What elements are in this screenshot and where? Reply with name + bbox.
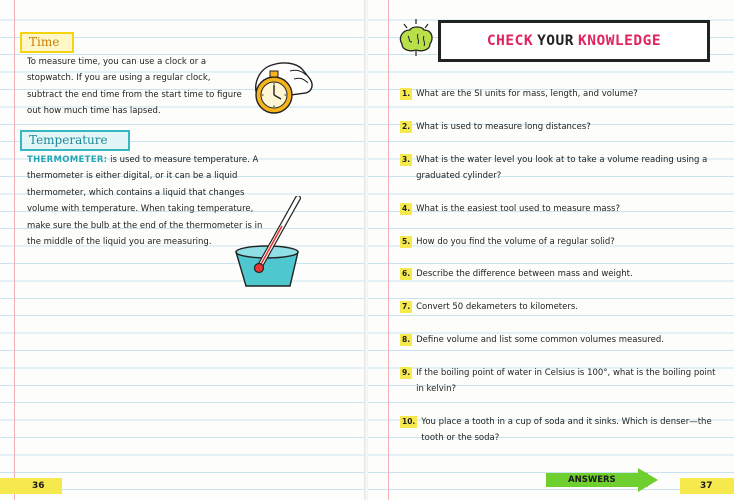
question-item	[400, 266, 720, 282]
left-page	[0, 0, 366, 500]
margin-line	[14, 0, 15, 500]
question-text: What is the water level you look at to take a volume reading using a graduated cylinder?	[416, 154, 708, 181]
question-item	[400, 119, 720, 135]
question-text: Define volume and list some common volumes measured.	[416, 334, 664, 345]
question-number: 10.	[402, 416, 416, 426]
question-text: What is the easiest tool used to measure mass?	[416, 203, 620, 214]
temperature-heading: Temperature	[20, 130, 130, 151]
question-item	[400, 152, 720, 185]
question-item	[400, 299, 720, 315]
question-item	[400, 365, 720, 398]
question-number: 9.	[402, 367, 411, 377]
question-number: 4.	[402, 203, 411, 213]
title-word-check: CHECK	[486, 33, 534, 49]
page-number-right: 37	[680, 478, 734, 494]
question-list	[400, 86, 720, 447]
arrow-right-icon	[638, 468, 658, 492]
question-item	[400, 414, 720, 447]
question-text: What is used to measure long distances?	[416, 121, 591, 132]
question-text: How do you find the volume of a regular solid?	[416, 236, 615, 247]
question-number: 7.	[402, 302, 411, 312]
question-item	[400, 234, 720, 250]
question-text: You place a tooth in a cup of soda and it sinks. Which is denser—the tooth or the soda?	[421, 416, 712, 444]
answers-label: ANSWERS	[546, 473, 648, 487]
question-number: 6.	[402, 269, 411, 279]
question-item	[400, 201, 720, 217]
question-text: Describe the difference between mass and weight.	[416, 269, 633, 280]
thermometer-keyword: THERMOMETER:	[27, 155, 108, 165]
question-number: 3.	[402, 154, 411, 164]
check-your-knowledge-title	[438, 20, 710, 62]
title-word-your: YOUR	[537, 33, 574, 49]
question-number: 5.	[402, 236, 411, 246]
time-paragraph: To measure time, you can use a clock or a stopwatch. If you are using a regular clock, subtract the end time from the start time to figure out how much time has lapsed.	[27, 57, 242, 117]
question-number: 1.	[402, 89, 411, 98]
stopwatch-icon	[250, 57, 322, 125]
question-item	[400, 332, 720, 348]
question-text: If the boiling point of water in Celsius is 100°, what is the boiling point in kelvin?	[416, 367, 716, 395]
right-page	[368, 0, 734, 500]
question-text: Convert 50 dekameters to kilometers.	[416, 302, 578, 313]
margin-line	[388, 0, 389, 500]
question-text: What are the SI units for mass, length, and volume?	[416, 89, 638, 99]
brain-icon	[396, 18, 436, 62]
temperature-text: is used to measure temperature. A thermometer is either digital, or it can be a liquid thermometer, which contains a liquid that changes volume with temperature. When taking temperature, make sure the bulb at the end of the thermometer is in the middle of the liquid you are measuring.	[27, 155, 263, 248]
title-word-knowledge: KNOWLEDGE	[578, 33, 662, 49]
page-number-left: 36	[0, 478, 62, 494]
question-number: 2.	[402, 121, 411, 131]
time-heading: Time	[20, 32, 74, 53]
question-number: 8.	[402, 334, 411, 344]
thermometer-in-cup-icon	[232, 196, 304, 296]
question-item	[400, 86, 720, 102]
